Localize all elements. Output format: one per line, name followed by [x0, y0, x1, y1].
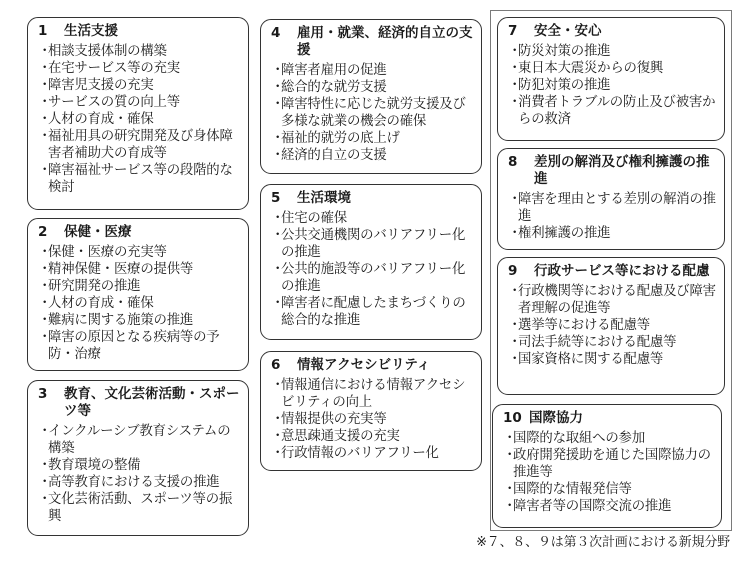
list-item: ・ 東日本大震災からの復興 — [508, 60, 716, 77]
section-5-heading — [271, 190, 473, 207]
list-item: ・ 公共的施設等のバリアフリー化の推進 — [271, 261, 473, 295]
section-title: 差別の解消及び権利擁護の推進 — [534, 154, 710, 187]
section-10-heading — [503, 410, 713, 427]
list-item: ・ 福祉的就労の底上げ — [271, 130, 473, 147]
list-item: ・ 障害者に配慮したまちづくりの総合的な推進 — [271, 295, 473, 329]
section-10-box — [492, 404, 722, 528]
list-item: ・ 障害者雇用の促進 — [271, 62, 473, 79]
list-item: ・ 障害の原因となる疾病等の予防・治療 — [38, 329, 240, 363]
list-item: ・ 国際的な情報発信等 — [503, 481, 713, 498]
section-6-box — [260, 351, 482, 471]
section-5-box — [260, 184, 482, 340]
section-8-heading — [508, 154, 716, 188]
list-item: ・ 住宅の確保 — [271, 210, 473, 227]
list-item: ・ 高等教育における支援の推進 — [38, 474, 240, 491]
list-item: ・ 行政機関等における配慮及び障害者理解の促進等 — [508, 283, 716, 317]
section-7-box — [497, 17, 725, 141]
list-item: ・ 在宅サービス等の充実 — [38, 60, 240, 77]
section-number: 5 — [271, 190, 281, 206]
list-item: ・ インクルーシブ教育システムの構築 — [38, 423, 240, 457]
section-number: 8 — [508, 154, 518, 170]
list-item: ・ 防犯対策の推進 — [508, 77, 716, 94]
list-item: ・ 障害福祉サービス等の段階的な検討 — [38, 162, 240, 196]
section-3-box — [27, 380, 249, 536]
section-10-items — [503, 430, 713, 515]
list-item: ・ 難病に関する施策の推進 — [38, 312, 240, 329]
list-item: ・ 総合的な就労支援 — [271, 79, 473, 96]
list-item: ・ 人材の育成・確保 — [38, 111, 240, 128]
list-item: ・ 相談支援体制の構築 — [38, 43, 240, 60]
list-item: ・ 国家資格に関する配慮等 — [508, 351, 716, 368]
list-item: ・ 障害者等の国際交流の推進 — [503, 498, 713, 515]
section-1-heading — [38, 23, 240, 40]
list-item: ・ 研究開発の推進 — [38, 278, 240, 295]
section-9-items — [508, 283, 716, 368]
section-title: 国際協力 — [529, 410, 583, 426]
section-3-items — [38, 423, 240, 525]
section-6-items — [271, 377, 473, 462]
section-1-box — [27, 17, 249, 210]
section-3-heading — [38, 386, 240, 420]
list-item: ・ 選挙等における配慮等 — [508, 317, 716, 334]
section-8-items — [508, 191, 716, 242]
section-2-heading — [38, 224, 240, 241]
list-item: ・ 福祉用具の研究開発及び身体障害者補助犬の育成等 — [38, 128, 240, 162]
section-title: 保健・医療 — [64, 224, 132, 240]
section-title: 雇用・就業、経済的自立の支援 — [297, 25, 473, 58]
list-item: ・ 消費者トラブルの防止及び被害からの救済 — [508, 94, 716, 128]
list-item: ・ 意思疎通支援の充実 — [271, 428, 473, 445]
list-item: ・ 精神保健・医療の提供等 — [38, 261, 240, 278]
list-item: ・ 障害特性に応じた就労支援及び多様な就業の機会の確保 — [271, 96, 473, 130]
list-item: ・ サービスの質の向上等 — [38, 94, 240, 111]
section-title: 安全・安心 — [534, 23, 602, 39]
section-9-box — [497, 257, 725, 395]
list-item: ・ 情報通信における情報アクセシビリティの向上 — [271, 377, 473, 411]
section-7-heading — [508, 23, 716, 40]
section-number: 4 — [271, 25, 281, 41]
section-number: 6 — [271, 357, 281, 373]
list-item: ・ 情報提供の充実等 — [271, 411, 473, 428]
list-item: ・ 障害を理由とする差別の解消の推進 — [508, 191, 716, 225]
list-item: ・ 教育環境の整備 — [38, 457, 240, 474]
section-7-items — [508, 43, 716, 128]
section-number: 9 — [508, 263, 518, 279]
section-number: 2 — [38, 224, 48, 240]
list-item: ・ 人材の育成・確保 — [38, 295, 240, 312]
list-item: ・ 防災対策の推進 — [508, 43, 716, 60]
section-4-items — [271, 62, 473, 164]
section-1-items — [38, 43, 240, 196]
section-2-items — [38, 244, 240, 363]
list-item: ・ 経済的自立の支援 — [271, 147, 473, 164]
footnote: ※７、８、９は第３次計画における新規分野 — [476, 535, 730, 550]
list-item: ・ 障害児支援の充実 — [38, 77, 240, 94]
section-2-box — [27, 218, 249, 371]
section-5-items — [271, 210, 473, 329]
section-4-heading — [271, 25, 473, 59]
section-8-box — [497, 148, 725, 250]
list-item: ・ 司法手続等における配慮等 — [508, 334, 716, 351]
section-number: 1 — [38, 23, 48, 39]
section-title: 生活支援 — [64, 23, 118, 39]
list-item: ・ 権利擁護の推進 — [508, 225, 716, 242]
list-item: ・ 文化芸術活動、スポーツ等の振興 — [38, 491, 240, 525]
section-title: 情報アクセシビリティ — [297, 357, 431, 373]
section-4-box — [260, 19, 482, 174]
section-9-heading — [508, 263, 716, 280]
list-item: ・ 政府開発援助を通じた国際協力の推進等 — [503, 447, 713, 481]
section-title: 教育、文化芸術活動・スポーツ等 — [64, 386, 240, 419]
section-6-heading — [271, 357, 473, 374]
list-item: ・ 行政情報のバリアフリー化 — [271, 445, 473, 462]
section-title: 行政サービス等における配慮 — [534, 263, 710, 279]
section-number: 3 — [38, 386, 48, 402]
section-title: 生活環境 — [297, 190, 351, 206]
section-number: 10 — [503, 410, 522, 426]
section-number: 7 — [508, 23, 518, 39]
list-item: ・ 国際的な取組への参加 — [503, 430, 713, 447]
list-item: ・ 保健・医療の充実等 — [38, 244, 240, 261]
list-item: ・ 公共交通機関のバリアフリー化の推進 — [271, 227, 473, 261]
